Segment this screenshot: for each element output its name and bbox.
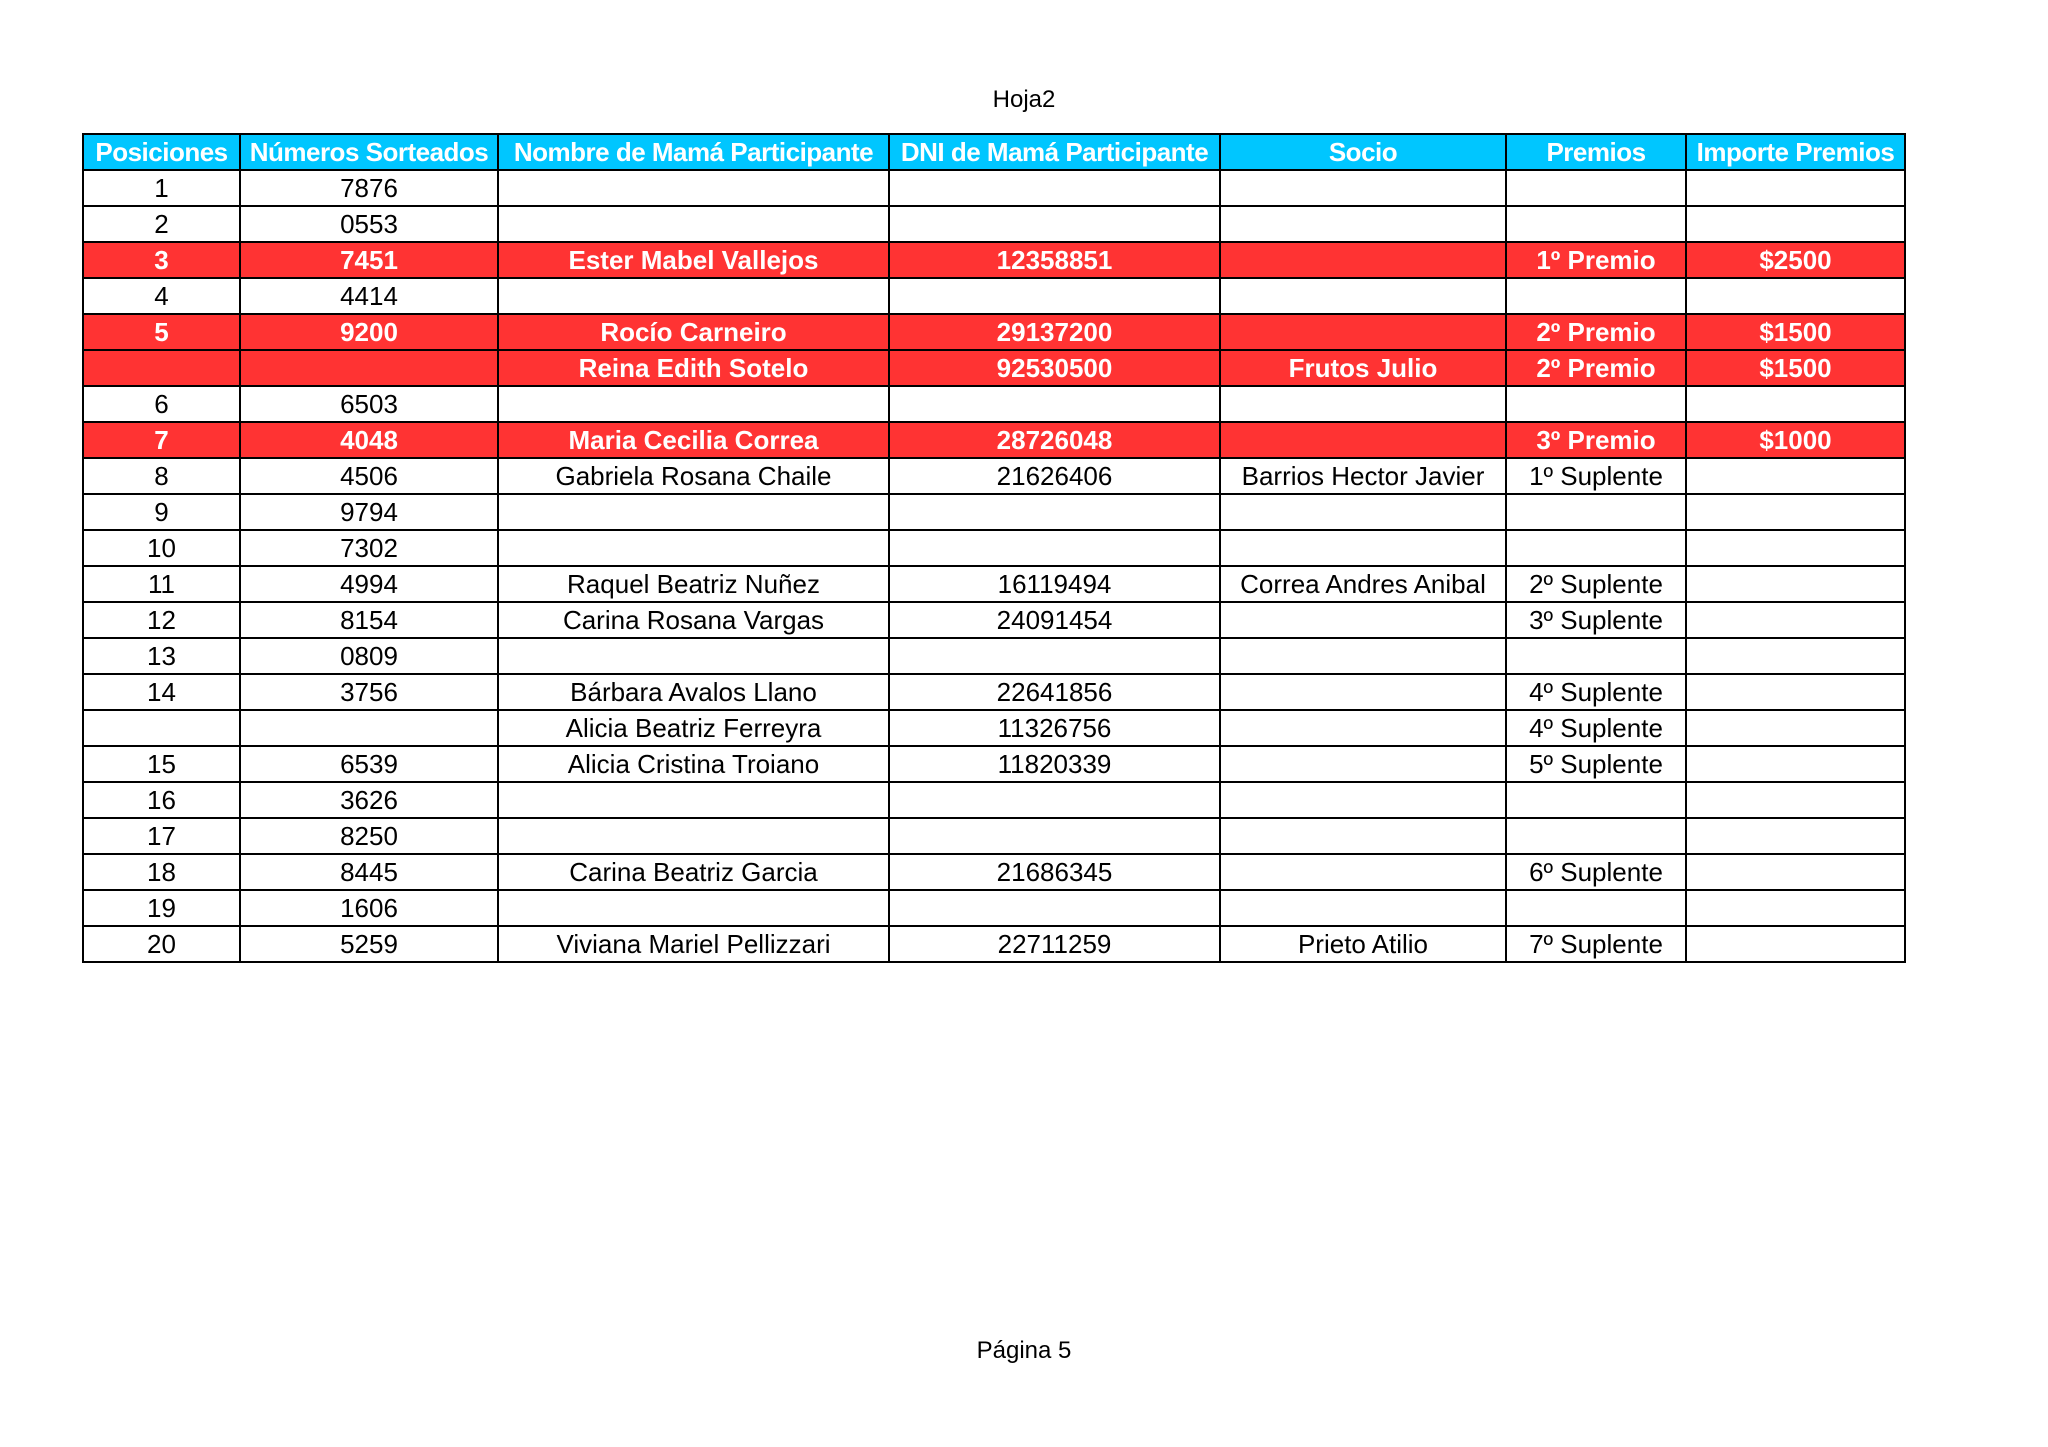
cell-importe [1686, 782, 1905, 818]
cell-numero-sorteado: 4414 [240, 278, 498, 314]
cell-socio [1220, 890, 1506, 926]
cell-nombre-mama: Alicia Cristina Troiano [498, 746, 889, 782]
cell-importe [1686, 638, 1905, 674]
cell-nombre-mama: Maria Cecilia Correa [498, 422, 889, 458]
cell-posicion: 18 [83, 854, 240, 890]
cell-numero-sorteado: 3756 [240, 674, 498, 710]
cell-importe [1686, 530, 1905, 566]
cell-dni-mama [889, 638, 1220, 674]
page-number: Página 5 [976, 1337, 1072, 1364]
cell-socio [1220, 278, 1506, 314]
table-row [83, 566, 1905, 602]
cell-nombre-mama [498, 278, 889, 314]
cell-nombre-mama [498, 890, 889, 926]
cell-dni-mama: 21626406 [889, 458, 1220, 494]
table-header-row [83, 134, 1905, 170]
table-row [83, 926, 1905, 962]
cell-dni-mama: 21686345 [889, 854, 1220, 890]
cell-socio [1220, 818, 1506, 854]
cell-numero-sorteado: 9794 [240, 494, 498, 530]
cell-numero-sorteado: 3626 [240, 782, 498, 818]
table-row-prize [83, 314, 1905, 350]
cell-premio: 2º Suplente [1506, 566, 1686, 602]
cell-socio [1220, 422, 1506, 458]
cell-nombre-mama: Rocío Carneiro [498, 314, 889, 350]
cell-dni-mama [889, 494, 1220, 530]
cell-posicion: 15 [83, 746, 240, 782]
table-row-prize [83, 242, 1905, 278]
cell-socio [1220, 314, 1506, 350]
table-row [83, 746, 1905, 782]
cell-posicion: 13 [83, 638, 240, 674]
cell-importe [1686, 854, 1905, 890]
table-row-prize [83, 350, 1905, 386]
cell-importe [1686, 890, 1905, 926]
cell-premio [1506, 278, 1686, 314]
cell-premio: 5º Suplente [1506, 746, 1686, 782]
cell-socio [1220, 746, 1506, 782]
cell-nombre-mama: Reina Edith Sotelo [498, 350, 889, 386]
cell-importe [1686, 278, 1905, 314]
cell-nombre-mama [498, 494, 889, 530]
cell-importe [1686, 674, 1905, 710]
cell-posicion: 4 [83, 278, 240, 314]
cell-dni-mama [889, 170, 1220, 206]
cell-premio: 1º Suplente [1506, 458, 1686, 494]
cell-nombre-mama [498, 206, 889, 242]
cell-posicion: 16 [83, 782, 240, 818]
cell-dni-mama [889, 890, 1220, 926]
table-row [83, 494, 1905, 530]
cell-premio [1506, 170, 1686, 206]
table-row [83, 854, 1905, 890]
cell-premio [1506, 530, 1686, 566]
cell-dni-mama [889, 206, 1220, 242]
cell-socio: Prieto Atilio [1220, 926, 1506, 962]
cell-dni-mama [889, 782, 1220, 818]
cell-posicion: 2 [83, 206, 240, 242]
cell-importe: $1000 [1686, 422, 1905, 458]
cell-socio [1220, 386, 1506, 422]
cell-premio: 4º Suplente [1506, 674, 1686, 710]
table-row [83, 458, 1905, 494]
cell-socio [1220, 638, 1506, 674]
cell-numero-sorteado: 8154 [240, 602, 498, 638]
cell-numero-sorteado: 0553 [240, 206, 498, 242]
cell-posicion: 11 [83, 566, 240, 602]
cell-posicion: 8 [83, 458, 240, 494]
cell-posicion: 12 [83, 602, 240, 638]
cell-numero-sorteado [240, 710, 498, 746]
cell-nombre-mama [498, 818, 889, 854]
cell-numero-sorteado [240, 350, 498, 386]
header-posiciones: Posiciones [83, 134, 240, 170]
cell-nombre-mama: Carina Beatriz Garcia [498, 854, 889, 890]
cell-nombre-mama [498, 782, 889, 818]
cell-socio [1220, 674, 1506, 710]
cell-numero-sorteado: 4994 [240, 566, 498, 602]
cell-nombre-mama: Raquel Beatriz Nuñez [498, 566, 889, 602]
cell-dni-mama: 12358851 [889, 242, 1220, 278]
header-nombre-mama: Nombre de Mamá Participante [498, 134, 889, 170]
table-row [83, 638, 1905, 674]
cell-dni-mama: 16119494 [889, 566, 1220, 602]
cell-dni-mama [889, 278, 1220, 314]
cell-numero-sorteado: 7451 [240, 242, 498, 278]
cell-dni-mama: 29137200 [889, 314, 1220, 350]
cell-premio [1506, 818, 1686, 854]
cell-nombre-mama: Carina Rosana Vargas [498, 602, 889, 638]
cell-premio [1506, 638, 1686, 674]
header-importe-premios: Importe Premios [1686, 134, 1905, 170]
table-row [83, 674, 1905, 710]
cell-importe [1686, 386, 1905, 422]
cell-dni-mama: 11820339 [889, 746, 1220, 782]
cell-posicion [83, 710, 240, 746]
cell-dni-mama: 11326756 [889, 710, 1220, 746]
table-row [83, 206, 1905, 242]
table-row [83, 602, 1905, 638]
results-table [82, 133, 1906, 963]
cell-importe: $1500 [1686, 350, 1905, 386]
cell-numero-sorteado: 4506 [240, 458, 498, 494]
cell-posicion: 20 [83, 926, 240, 962]
cell-importe [1686, 170, 1905, 206]
header-socio: Socio [1220, 134, 1506, 170]
cell-nombre-mama: Viviana Mariel Pellizzari [498, 926, 889, 962]
table-row [83, 782, 1905, 818]
cell-posicion: 10 [83, 530, 240, 566]
cell-dni-mama [889, 530, 1220, 566]
cell-nombre-mama: Gabriela Rosana Chaile [498, 458, 889, 494]
cell-premio: 2º Premio [1506, 350, 1686, 386]
cell-premio: 6º Suplente [1506, 854, 1686, 890]
cell-nombre-mama [498, 530, 889, 566]
cell-premio: 2º Premio [1506, 314, 1686, 350]
table-row-prize [83, 422, 1905, 458]
cell-numero-sorteado: 7302 [240, 530, 498, 566]
cell-premio: 3º Suplente [1506, 602, 1686, 638]
cell-dni-mama [889, 386, 1220, 422]
cell-socio: Barrios Hector Javier [1220, 458, 1506, 494]
cell-socio [1220, 494, 1506, 530]
cell-premio [1506, 206, 1686, 242]
cell-socio [1220, 854, 1506, 890]
cell-premio: 4º Suplente [1506, 710, 1686, 746]
cell-dni-mama: 28726048 [889, 422, 1220, 458]
cell-socio [1220, 602, 1506, 638]
cell-numero-sorteado: 9200 [240, 314, 498, 350]
header-premios: Premios [1506, 134, 1686, 170]
cell-dni-mama [889, 818, 1220, 854]
cell-posicion: 19 [83, 890, 240, 926]
cell-socio [1220, 206, 1506, 242]
header-numeros-sorteados: Números Sorteados [240, 134, 498, 170]
cell-nombre-mama [498, 386, 889, 422]
cell-nombre-mama: Bárbara Avalos Llano [498, 674, 889, 710]
cell-importe: $1500 [1686, 314, 1905, 350]
cell-numero-sorteado: 8250 [240, 818, 498, 854]
cell-importe [1686, 602, 1905, 638]
cell-premio [1506, 890, 1686, 926]
table-row [83, 278, 1905, 314]
cell-numero-sorteado: 6539 [240, 746, 498, 782]
table-body [83, 170, 1905, 962]
cell-socio: Correa Andres Anibal [1220, 566, 1506, 602]
header-dni-mama: DNI de Mamá Participante [889, 134, 1220, 170]
cell-posicion: 17 [83, 818, 240, 854]
cell-socio: Frutos Julio [1220, 350, 1506, 386]
cell-importe [1686, 566, 1905, 602]
cell-nombre-mama: Alicia Beatriz Ferreyra [498, 710, 889, 746]
cell-premio [1506, 782, 1686, 818]
cell-dni-mama: 24091454 [889, 602, 1220, 638]
cell-premio [1506, 386, 1686, 422]
cell-numero-sorteado: 0809 [240, 638, 498, 674]
table-row [83, 170, 1905, 206]
cell-numero-sorteado: 1606 [240, 890, 498, 926]
cell-importe [1686, 926, 1905, 962]
cell-socio [1220, 782, 1506, 818]
table-row [83, 530, 1905, 566]
cell-importe [1686, 458, 1905, 494]
cell-posicion: 5 [83, 314, 240, 350]
cell-nombre-mama [498, 638, 889, 674]
cell-socio [1220, 170, 1506, 206]
table-row [83, 890, 1905, 926]
cell-importe [1686, 746, 1905, 782]
cell-nombre-mama [498, 170, 889, 206]
cell-premio: 1º Premio [1506, 242, 1686, 278]
cell-dni-mama: 22641856 [889, 674, 1220, 710]
table-row [83, 386, 1905, 422]
table-row [83, 710, 1905, 746]
cell-importe: $2500 [1686, 242, 1905, 278]
cell-premio: 3º Premio [1506, 422, 1686, 458]
cell-numero-sorteado: 6503 [240, 386, 498, 422]
cell-socio [1220, 530, 1506, 566]
cell-numero-sorteado: 4048 [240, 422, 498, 458]
cell-socio [1220, 242, 1506, 278]
cell-nombre-mama: Ester Mabel Vallejos [498, 242, 889, 278]
cell-dni-mama: 92530500 [889, 350, 1220, 386]
cell-importe [1686, 494, 1905, 530]
table-row [83, 818, 1905, 854]
cell-posicion: 9 [83, 494, 240, 530]
cell-premio [1506, 494, 1686, 530]
cell-numero-sorteado: 5259 [240, 926, 498, 962]
cell-posicion [83, 350, 240, 386]
cell-socio [1220, 710, 1506, 746]
cell-posicion: 7 [83, 422, 240, 458]
cell-importe [1686, 818, 1905, 854]
cell-posicion: 6 [83, 386, 240, 422]
cell-numero-sorteado: 8445 [240, 854, 498, 890]
cell-numero-sorteado: 7876 [240, 170, 498, 206]
cell-premio: 7º Suplente [1506, 926, 1686, 962]
cell-dni-mama: 22711259 [889, 926, 1220, 962]
cell-importe [1686, 710, 1905, 746]
cell-importe [1686, 206, 1905, 242]
cell-posicion: 3 [83, 242, 240, 278]
cell-posicion: 14 [83, 674, 240, 710]
sheet-name: Hoja2 [992, 86, 1056, 113]
cell-posicion: 1 [83, 170, 240, 206]
